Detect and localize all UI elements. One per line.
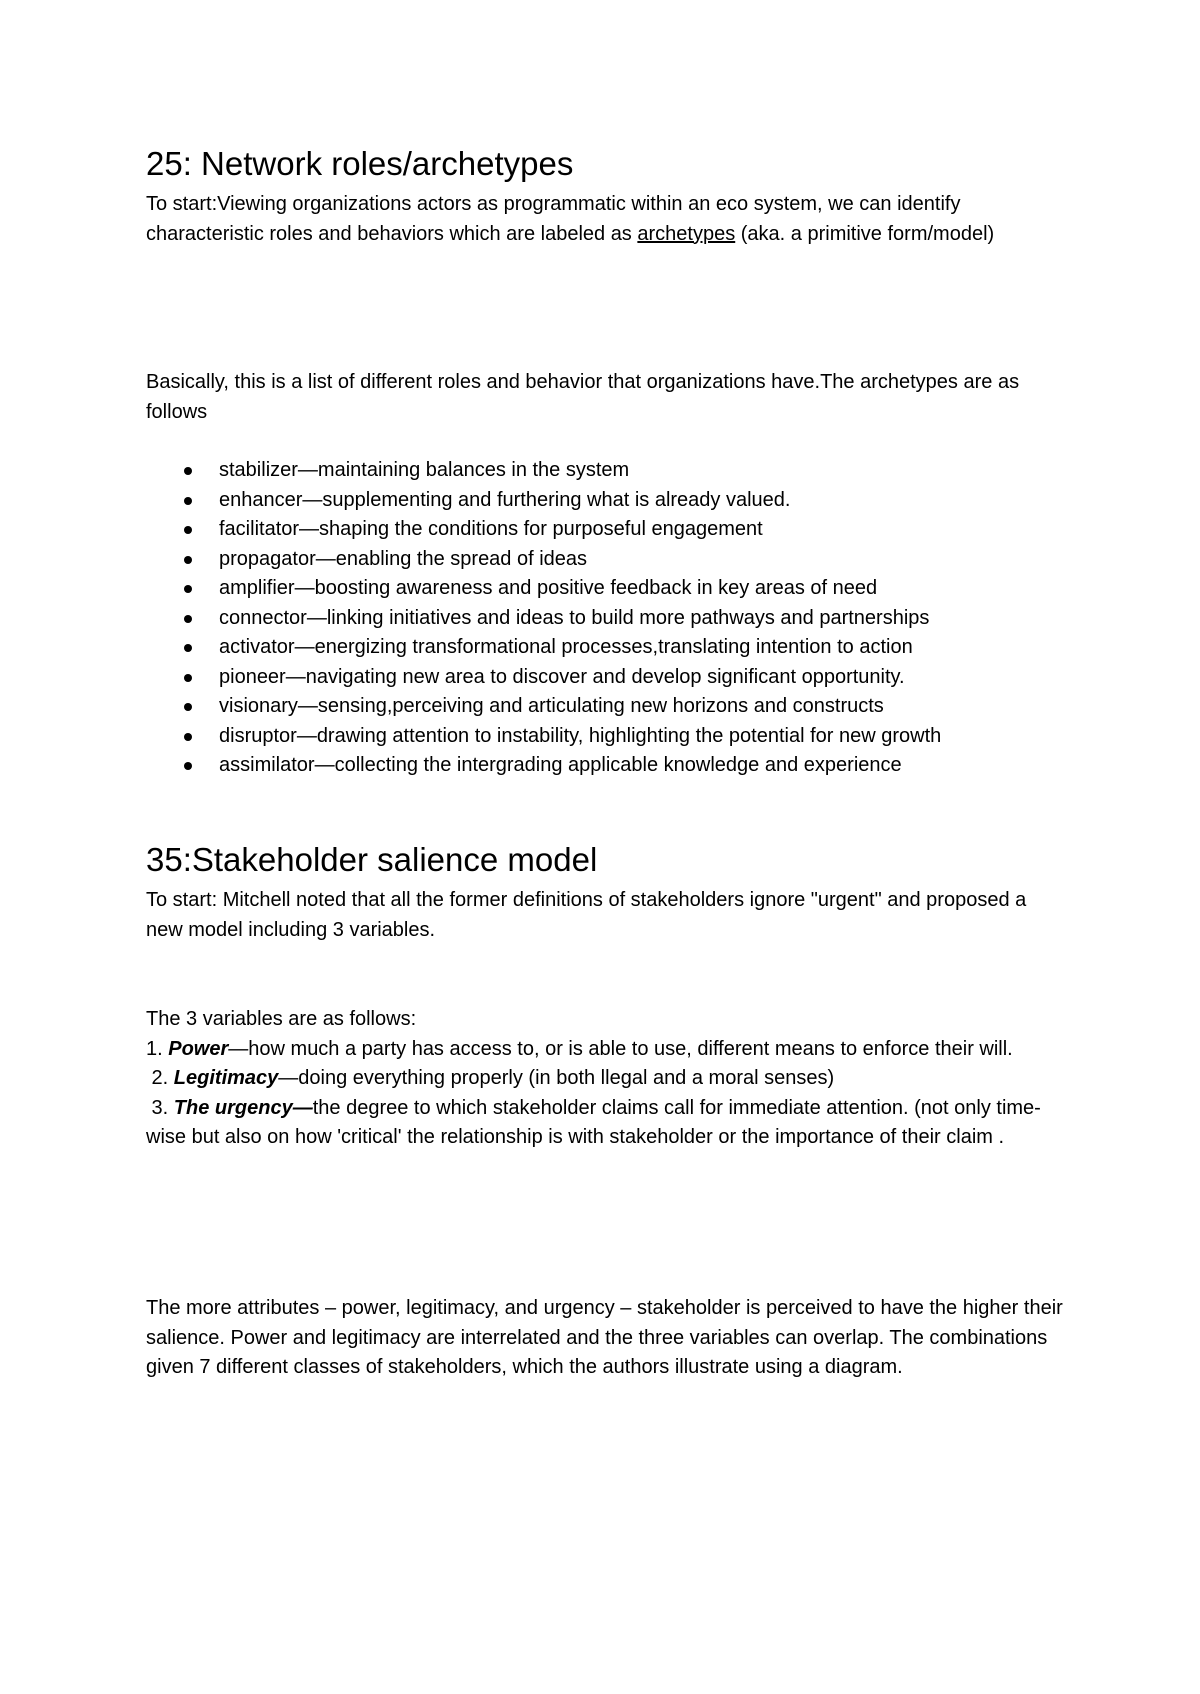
- archetype-text: visionary—sensing,perceiving and articulating new horizons and constructs: [219, 695, 884, 717]
- bullet-icon: [184, 556, 192, 564]
- variable-urgency: [146, 1094, 1066, 1153]
- archetype-list-item: [146, 663, 1066, 693]
- variables-intro: The 3 variables are as follows:: [146, 1008, 417, 1030]
- bullet-icon: [184, 615, 192, 623]
- archetype-list-item: [146, 515, 1066, 545]
- variable-term-legitimacy: Legitimacy: [173, 1067, 279, 1089]
- archetype-text: assimilator—collecting the intergrading applicable knowledge and experience: [219, 754, 902, 776]
- bullet-icon: [184, 703, 192, 711]
- bullet-icon: [184, 674, 192, 682]
- bullet-icon: [184, 585, 192, 593]
- variable-definition: —how much a party has access to, or is able to use, different means to enforce their will.: [228, 1037, 1013, 1060]
- salience-intro: To start: Mitchell noted that all the former definitions of stakeholders ignore "urgent" and proposed a new model including 3 variables.: [146, 889, 1027, 941]
- variable-number: 1.: [146, 1037, 169, 1060]
- section-heading-network-roles: 25: Network roles/archetypes: [146, 145, 574, 182]
- archetype-list-item: [146, 633, 1066, 663]
- archetypes-link[interactable]: archetypes: [637, 222, 736, 245]
- archetype-list-item: [146, 574, 1066, 604]
- archetypes-summary: Basically, this is a list of different roles and behavior that organizations have.The archetypes are as follows: [146, 371, 1020, 423]
- archetype-text: pioneer—navigating new area to discover and develop significant opportunity.: [219, 665, 905, 688]
- bullet-icon: [184, 497, 192, 505]
- bullet-icon: [184, 526, 192, 534]
- variable-number: 3.: [146, 1096, 174, 1119]
- archetype-list-item: [146, 692, 1066, 722]
- variable-term-power: Power: [168, 1037, 229, 1060]
- section-heading-stakeholder-salience: 35:Stakeholder salience model: [146, 841, 598, 878]
- archetype-text: stabilizer—maintaining balances in the system: [219, 459, 630, 481]
- network-roles-intro: [146, 190, 1066, 249]
- archetype-text: facilitator—shaping the conditions for purposeful engagement: [219, 518, 763, 540]
- variable-term-urgency: The urgency—: [173, 1096, 313, 1119]
- archetype-text: disruptor—drawing attention to instability, highlighting the potential for new growth: [219, 724, 942, 747]
- bullet-icon: [184, 467, 192, 475]
- archetype-list-item: [146, 751, 1066, 781]
- salience-closing-paragraph: The more attributes – power, legitimacy, and urgency – stakeholder is perceived to have the higher their salience. Power and legitimacy are interrelated and the three variables can overlap. The combinations given 7 different classes of stakeholders, which the authors illustrate using a diagram.: [146, 1297, 1063, 1378]
- bullet-icon: [184, 733, 192, 741]
- archetype-list-item: [146, 486, 1066, 516]
- bullet-icon: [184, 644, 192, 652]
- archetype-text: connector—linking initiatives and ideas to build more pathways and partnerships: [219, 606, 930, 629]
- archetype-text: amplifier—boosting awareness and positive feedback in key areas of need: [219, 577, 878, 599]
- variable-power: [146, 1035, 1066, 1065]
- archetype-list-item: [146, 545, 1066, 575]
- variable-definition: the degree to which stakeholder claims call for immediate attention. (not only time-wise but also on how 'critical' the relationship is with stakeholder or the importance of their claim .: [146, 1096, 1041, 1148]
- archetype-text: propagator—enabling the spread of ideas: [219, 547, 588, 570]
- variable-legitimacy: [146, 1064, 1066, 1094]
- variables-block: [146, 1005, 1066, 1153]
- archetype-list: [146, 456, 1066, 781]
- variable-number: 2.: [146, 1067, 174, 1089]
- archetype-list-item: [146, 722, 1066, 752]
- archetype-text: enhancer—supplementing and furthering what is already valued.: [219, 488, 791, 511]
- intro-text-start: To start:Viewing organizations actors as programmatic within an eco system, we can identify characteristic roles and behaviors which are labeled as: [146, 193, 961, 245]
- archetype-text: activator—energizing transformational processes,translating intention to action: [219, 636, 913, 658]
- archetype-list-item: [146, 456, 1066, 486]
- variable-definition: —doing everything properly (in both llegal and a moral senses): [278, 1067, 835, 1089]
- bullet-icon: [184, 762, 192, 770]
- archetype-list-item: [146, 604, 1066, 634]
- intro-text-end: (aka. a primitive form/model): [735, 222, 995, 245]
